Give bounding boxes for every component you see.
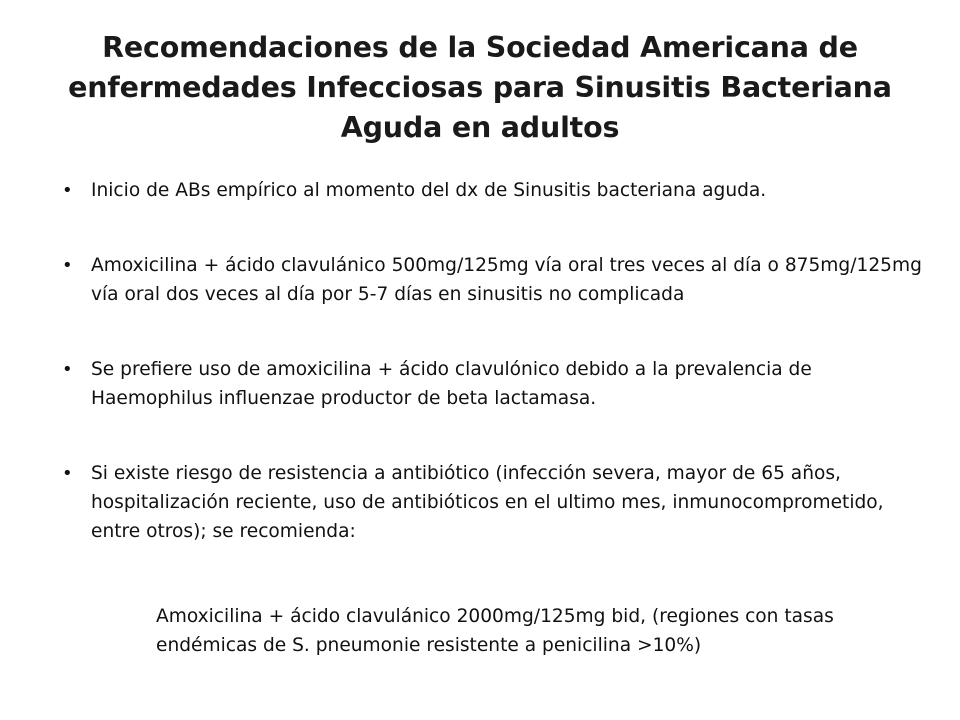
bullet-text: Amoxicilina + ácido clavulánico 500mg/125mg vía oral tres veces al día o 875mg/125mg vía oral dos veces al día por 5-7 días en sinusitis no complicada	[91, 255, 922, 305]
bullet-text: Si existe riesgo de resistencia a antibiótico (infección severa, mayor de 65 años, hospitalización reciente, uso de antibióticos en el ultimo mes, inmunocomprometido, entre otros); se recomienda:	[91, 463, 884, 542]
sub-recommendation-text: Amoxicilina + ácido clavulánico 2000mg/125mg bid, (regiones con tasas endémicas de S. pneumonie resistente a penicilina >10%)	[156, 606, 834, 656]
bullet-item	[62, 176, 932, 205]
bullet-icon: •	[62, 255, 73, 276]
bullet-item	[62, 251, 932, 309]
bullet-icon: •	[62, 463, 73, 484]
bullet-list	[62, 176, 932, 546]
bullet-icon: •	[62, 359, 73, 380]
slide-title: Recomendaciones de la Sociedad Americana de enfermedades Infecciosas para Sinusitis Bacteriana Aguda en adultos	[68, 31, 892, 144]
bullet-text: Se prefiere uso de amoxicilina + ácido clavulónico debido a la prevalencia de Haemophilus influenzae productor de beta lactamasa.	[91, 359, 812, 409]
bullet-icon: •	[62, 180, 73, 201]
bullet-item	[62, 355, 932, 413]
bullet-item	[62, 459, 932, 546]
bullet-text: Inicio de ABs empírico al momento del dx de Sinusitis bacteriana aguda.	[91, 180, 767, 201]
